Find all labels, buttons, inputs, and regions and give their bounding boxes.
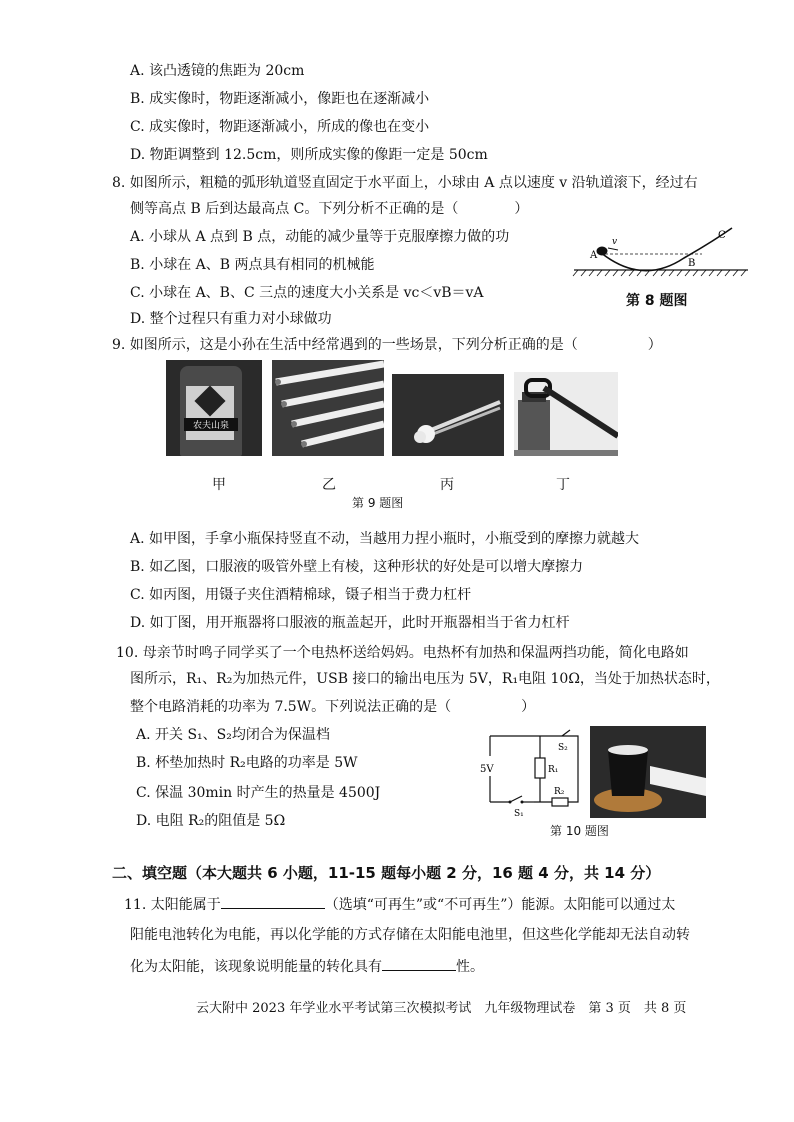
circuit-r1-label: R₁: [548, 765, 559, 775]
q8-option-c: C. 小球在 A、B、C 三点的速度大小关系是 vc＜vB＝vA: [130, 285, 484, 301]
q8-point-a: A: [590, 250, 598, 261]
q11-blank-2[interactable]: [382, 956, 456, 971]
q11-line1: [124, 894, 675, 914]
q11-line3-b: 性。: [456, 959, 484, 975]
q10-stem-line1: 10. 母亲节时鸣子同学买了一个电热杯送给妈妈。电热杯有加热和保温两挡功能，简化电路如: [116, 645, 689, 661]
q10-option-c: C. 保温 30min 时产生的热量是 4500J: [136, 785, 381, 801]
q10-option-b: B. 杯垫加热时 R₂电路的功率是 5W: [136, 755, 358, 771]
bottle-brand-text: 农夫山泉: [184, 418, 238, 431]
q7-option-d: D. 物距调整到 12.5cm，则所成实像的像距一定是 50cm: [130, 147, 488, 163]
q7-option-b: B. 成实像时，物距逐渐减小，像距也在逐渐减小: [130, 91, 430, 107]
circuit-r2-label: R₂: [554, 787, 565, 797]
q9-label-jia: 甲: [212, 477, 226, 493]
q10-stem-line3: 整个电路消耗的功率为 7.5W。下列说法正确的是（ ）: [130, 699, 536, 715]
resistor-r2: [552, 798, 568, 806]
q9-photo-ding: [514, 372, 618, 456]
section2-title: 二、填空题（本大题共 6 小题，11-15 题每小题 2 分，16 题 4 分，共 14 分）: [112, 864, 661, 882]
resistor-r1: [535, 758, 545, 778]
q9-option-d: D. 如丁图，用开瓶器将口服液的瓶盖起开，此时开瓶器相当于省力杠杆: [130, 615, 570, 631]
q10-circuit-diagram: [474, 728, 584, 820]
q9-photo-bing: [392, 374, 504, 456]
q9-label-yi: 乙: [322, 477, 336, 493]
q8-stem-line1: 8. 如图所示，粗糙的弧形轨道竖直固定于水平面上，小球由 A 点以速度 v 沿轨道滚下，经过右: [112, 175, 698, 191]
q8-option-a: A. 小球从 A 点到 B 点，动能的减少量等于克服摩擦力做的功: [130, 229, 510, 245]
ball-icon: [597, 247, 608, 256]
q9-stem: 9. 如图所示，这是小孙在生活中经常遇到的一些场景，下列分析正确的是（ ）: [112, 337, 662, 353]
circuit-voltage: 5V: [480, 764, 494, 775]
q10-caption: 第 10 题图: [550, 824, 609, 838]
q10-stem-line2: 图所示，R₁、R₂为加热元件，USB 接口的输出电压为 5V，R₁电阻 10Ω，当处于加热状态时，: [130, 671, 720, 687]
q7-option-c: C. 成实像时，物距逐渐减小，所成的像也在变小: [130, 119, 430, 135]
q8-stem-line2: 侧等高点 B 后到达最高点 C。下列分析不正确的是（ ）: [130, 201, 529, 217]
q11-text-part1: 11. 太阳能属于: [124, 897, 221, 913]
q9-label-bing: 丙: [440, 477, 454, 493]
switch-s1: [510, 796, 522, 802]
q8-option-d: D. 整个过程只有重力对小球做功: [130, 311, 332, 327]
q9-option-b: B. 如乙图，口服液的吸管外壁上有棱，这种形状的好处是可以增大摩擦力: [130, 559, 584, 575]
q10-option-d: D. 电阻 R₂的阻值是 5Ω: [136, 813, 286, 829]
q11-line2: 阳能电池转化为电能，再以化学能的方式存储在太阳能电池里，但这些化学能却无法自动转: [130, 927, 690, 943]
q11-line3: [130, 956, 484, 976]
circuit-s1-label: S₁: [514, 809, 524, 819]
q9-option-a: A. 如甲图，手拿小瓶保持竖直不动，当越用力捏小瓶时，小瓶受到的摩擦力就越大: [130, 531, 640, 547]
q8-track-figure: [572, 222, 750, 288]
q10-option-a: A. 开关 S₁、S₂均闭合为保温档: [136, 727, 330, 743]
q9-photo-yi: [272, 360, 384, 456]
q9-label-ding: 丁: [556, 477, 570, 493]
q8-option-b: B. 小球在 A、B 两点具有相同的机械能: [130, 257, 375, 273]
circuit-s2-label: S₂: [558, 743, 568, 753]
switch-s2: [562, 730, 570, 736]
q9-photo-jia: [166, 360, 262, 456]
q9-option-c: C. 如丙图，用镊子夹住酒精棉球，镊子相当于费力杠杆: [130, 587, 472, 603]
q8-caption: 第 8 题图: [626, 293, 688, 309]
q11-text-part2: （选填“可再生”或“不可再生”）能源。太阳能可以通过太: [324, 897, 676, 913]
q8-point-b: B: [688, 258, 696, 269]
q7-option-a: A. 该凸透镜的焦距为 20cm: [130, 63, 305, 79]
q11-blank-1[interactable]: [221, 894, 325, 909]
q11-line3-a: 化为太阳能，该现象说明能量的转化具有: [130, 959, 382, 975]
q8-velocity-label: v: [612, 237, 618, 247]
q10-cup-photo: [590, 726, 706, 818]
page-footer: 云大附中 2023 年学业水平考试第三次模拟考试 九年级物理试卷 第 3 页 共 8 页: [196, 1001, 687, 1016]
q9-caption: 第 9 题图: [352, 496, 404, 510]
q8-point-c: C: [718, 230, 726, 241]
